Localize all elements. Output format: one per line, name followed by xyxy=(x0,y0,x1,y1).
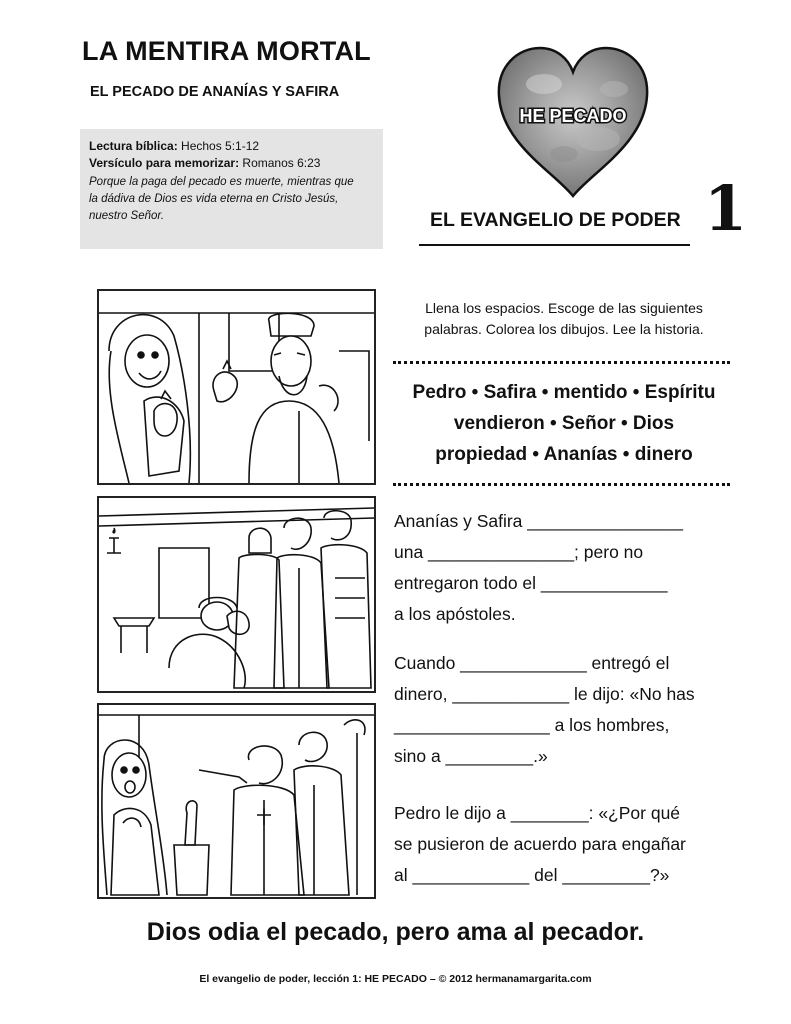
heart-badge-text: HE PECADO xyxy=(519,106,627,126)
page-footer: El evangelio de poder, lección 1: HE PECADO – © 2012 hermanamargarita.com xyxy=(199,973,592,985)
instructions-line: Llena los espacios. Escoge de las siguientes xyxy=(425,300,703,316)
story-line: al ____________ del _________?» xyxy=(394,865,670,885)
memory-verse-label: Versículo para memorizar: xyxy=(89,156,240,170)
word-bank xyxy=(388,377,740,470)
story-paragraph-2 xyxy=(394,648,739,772)
story-line: a los apóstoles. xyxy=(394,604,516,624)
story-paragraph-3 xyxy=(394,798,739,891)
activity-instructions xyxy=(388,298,740,340)
story-line: entregaron todo el _____________ xyxy=(394,573,668,593)
story-line: se pusieron de acuerdo para engañar xyxy=(394,834,686,854)
dotted-divider xyxy=(393,483,730,486)
story-line: ________________ a los hombres, xyxy=(394,715,670,735)
story-paragraph-1 xyxy=(394,506,739,630)
page-subtitle: EL PECADO DE ANANÍAS Y SAFIRA xyxy=(90,84,340,100)
verse-line: nuestro Señor. xyxy=(89,210,165,222)
memory-verse-value: Romanos 6:23 xyxy=(239,156,321,170)
coloring-illustration-peter-points-at-safira xyxy=(97,703,376,899)
story-line: Pedro le dijo a ________: «¿Por qué xyxy=(394,803,681,823)
gospel-series-title: EL EVANGELIO DE PODER xyxy=(430,209,681,231)
bible-reference-box xyxy=(80,129,383,249)
instructions-line: palabras. Colorea los dibujos. Lee la historia. xyxy=(424,321,704,337)
bible-reading-line xyxy=(89,138,374,155)
coloring-illustration-couple-with-money-bag xyxy=(97,289,376,485)
memory-verse-line xyxy=(89,155,374,172)
coloring-illustration-ananias-before-apostles xyxy=(97,496,376,693)
word-bank-line: vendieron • Señor • Dios xyxy=(453,413,675,434)
story-line: Cuando _____________ entregó el xyxy=(394,653,670,673)
story-line: sino a _________.» xyxy=(394,746,548,766)
story-line: una _______________; pero no xyxy=(394,542,644,562)
verse-line: Porque la paga del pecado es muerte, mientras que xyxy=(89,176,354,188)
bible-reading-value: Hechos 5:1-12 xyxy=(177,139,260,153)
bible-reading-label: Lectura bíblica: xyxy=(89,139,178,153)
moral-statement: Dios odia el pecado, pero ama al pecador. xyxy=(146,918,645,946)
page-title: LA MENTIRA MORTAL xyxy=(82,36,371,66)
lesson-number: 1 xyxy=(704,172,748,245)
word-bank-line: propiedad • Ananías • dinero xyxy=(435,444,693,465)
verse-line: la dádiva de Dios es vida eterna en Cristo Jesús, xyxy=(89,193,339,205)
title-underline xyxy=(419,244,690,246)
word-bank-line: Pedro • Safira • mentido • Espíritu xyxy=(412,382,716,403)
dotted-divider xyxy=(393,361,730,364)
story-line: Ananías y Safira ________________ xyxy=(394,511,683,531)
memory-verse-text xyxy=(89,174,374,225)
story-line: dinero, ____________ le dijo: «No has xyxy=(394,684,695,704)
heart-icon xyxy=(494,44,652,200)
